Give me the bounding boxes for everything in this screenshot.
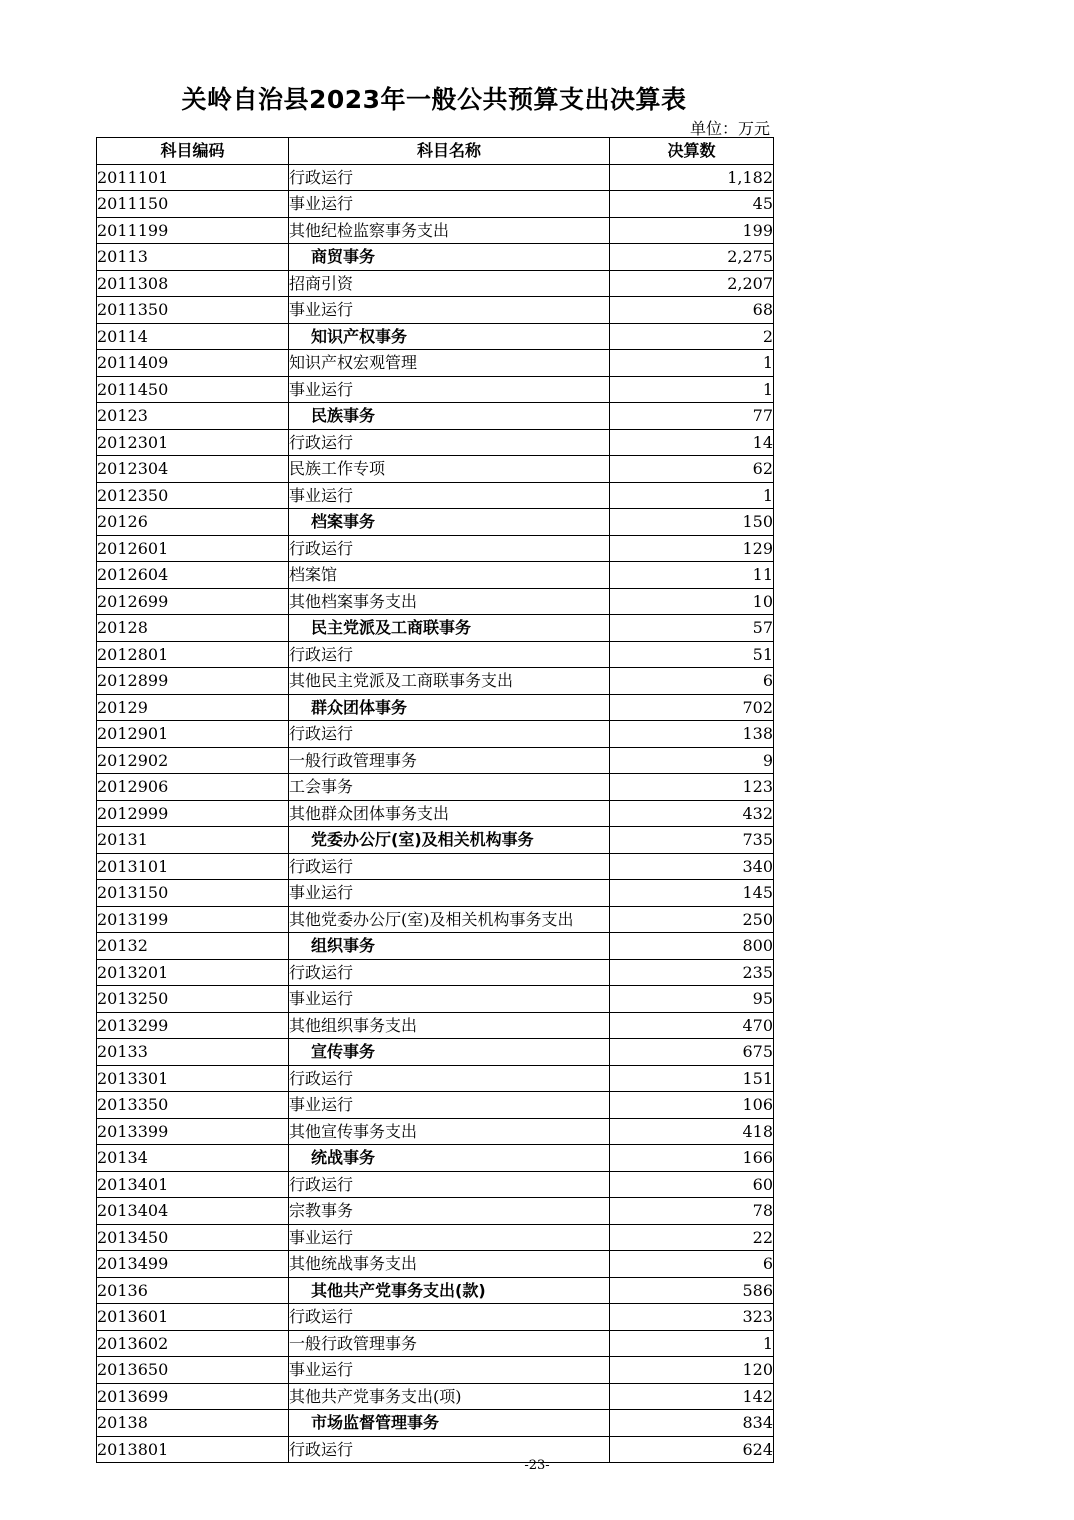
cell-amount: 624 [610, 1436, 774, 1463]
table-row [97, 244, 774, 271]
table-body [97, 164, 774, 1463]
table-row [97, 1330, 774, 1357]
cell-amount: 123 [610, 774, 774, 801]
cell-amount: 250 [610, 906, 774, 933]
table-row [97, 191, 774, 218]
cell-amount: 129 [610, 535, 774, 562]
table-row [97, 959, 774, 986]
cell-amount: 10 [610, 588, 774, 615]
cell-amount: 145 [610, 880, 774, 907]
table-row [97, 217, 774, 244]
cell-amount: 62 [610, 456, 774, 483]
cell-amount: 586 [610, 1277, 774, 1304]
cell-code: 2012699 [97, 588, 289, 615]
cell-amount: 78 [610, 1198, 774, 1225]
header-amount: 决算数 [610, 138, 774, 165]
cell-name: 其他纪检监察事务支出 [289, 217, 610, 244]
cell-amount: 166 [610, 1145, 774, 1172]
cell-code: 2012901 [97, 721, 289, 748]
cell-amount: 150 [610, 509, 774, 536]
cell-name: 事业运行 [289, 1224, 610, 1251]
table-row [97, 853, 774, 880]
cell-amount: 95 [610, 986, 774, 1013]
cell-amount: 199 [610, 217, 774, 244]
cell-name: 行政运行 [289, 853, 610, 880]
cell-amount: 1,182 [610, 164, 774, 191]
cell-code: 20133 [97, 1039, 289, 1066]
cell-name: 民主党派及工商联事务 [289, 615, 610, 642]
cell-name: 行政运行 [289, 1065, 610, 1092]
table-row [97, 456, 774, 483]
table-row [97, 588, 774, 615]
page-number: -23- [524, 1458, 550, 1473]
table-row [97, 164, 774, 191]
table-row [97, 1092, 774, 1119]
cell-name: 其他民主党派及工商联事务支出 [289, 668, 610, 695]
cell-name: 其他党委办公厅(室)及相关机构事务支出 [289, 906, 610, 933]
cell-name: 群众团体事务 [289, 694, 610, 721]
cell-code: 2013250 [97, 986, 289, 1013]
table-row [97, 562, 774, 589]
cell-code: 2012601 [97, 535, 289, 562]
table-row [97, 270, 774, 297]
cell-code: 2013801 [97, 1436, 289, 1463]
cell-amount: 834 [610, 1410, 774, 1437]
table-row [97, 535, 774, 562]
table-row [97, 1383, 774, 1410]
cell-amount: 1 [610, 1330, 774, 1357]
cell-code: 2011150 [97, 191, 289, 218]
cell-name: 事业运行 [289, 191, 610, 218]
cell-name: 事业运行 [289, 482, 610, 509]
cell-name: 其他共产党事务支出(项) [289, 1383, 610, 1410]
cell-code: 2012604 [97, 562, 289, 589]
cell-name: 知识产权宏观管理 [289, 350, 610, 377]
cell-amount: 60 [610, 1171, 774, 1198]
cell-amount: 138 [610, 721, 774, 748]
cell-code: 20131 [97, 827, 289, 854]
table-row [97, 1224, 774, 1251]
cell-amount: 340 [610, 853, 774, 880]
cell-amount: 418 [610, 1118, 774, 1145]
cell-name: 行政运行 [289, 721, 610, 748]
cell-code: 2013650 [97, 1357, 289, 1384]
header-code: 科目编码 [97, 138, 289, 165]
cell-name: 行政运行 [289, 429, 610, 456]
cell-code: 2013404 [97, 1198, 289, 1225]
cell-name: 市场监督管理事务 [289, 1410, 610, 1437]
table-row [97, 509, 774, 536]
cell-name: 宣传事务 [289, 1039, 610, 1066]
cell-code: 2012350 [97, 482, 289, 509]
cell-name: 事业运行 [289, 376, 610, 403]
table-row [97, 350, 774, 377]
table-row [97, 1410, 774, 1437]
cell-code: 2013350 [97, 1092, 289, 1119]
cell-amount: 2,207 [610, 270, 774, 297]
cell-name: 招商引资 [289, 270, 610, 297]
table-row [97, 641, 774, 668]
table-row [97, 323, 774, 350]
cell-name: 档案馆 [289, 562, 610, 589]
cell-code: 2011450 [97, 376, 289, 403]
cell-amount: 57 [610, 615, 774, 642]
budget-table [96, 137, 774, 1463]
table-row [97, 376, 774, 403]
cell-name: 知识产权事务 [289, 323, 610, 350]
table-row [97, 800, 774, 827]
cell-amount: 432 [610, 800, 774, 827]
cell-name: 事业运行 [289, 1092, 610, 1119]
cell-code: 2013150 [97, 880, 289, 907]
cell-code: 2013199 [97, 906, 289, 933]
cell-amount: 106 [610, 1092, 774, 1119]
page-title: 关岭自治县2023年一般公共预算支出决算表 [181, 85, 687, 114]
cell-name: 行政运行 [289, 1304, 610, 1331]
cell-code: 2013602 [97, 1330, 289, 1357]
cell-name: 党委办公厅(室)及相关机构事务 [289, 827, 610, 854]
cell-code: 20138 [97, 1410, 289, 1437]
table-row [97, 429, 774, 456]
table-row [97, 615, 774, 642]
cell-name: 行政运行 [289, 641, 610, 668]
table-row [97, 747, 774, 774]
table-row [97, 880, 774, 907]
cell-name: 事业运行 [289, 986, 610, 1013]
table-row [97, 1251, 774, 1278]
table-row [97, 1145, 774, 1172]
cell-code: 2012899 [97, 668, 289, 695]
table-row [97, 1012, 774, 1039]
cell-name: 宗教事务 [289, 1198, 610, 1225]
cell-code: 2013401 [97, 1171, 289, 1198]
cell-amount: 323 [610, 1304, 774, 1331]
cell-name: 民族事务 [289, 403, 610, 430]
cell-amount: 1 [610, 482, 774, 509]
cell-name: 工会事务 [289, 774, 610, 801]
header-name: 科目名称 [289, 138, 610, 165]
cell-code: 2012801 [97, 641, 289, 668]
table-row [97, 1065, 774, 1092]
table-row [97, 827, 774, 854]
cell-code: 20126 [97, 509, 289, 536]
table-row [97, 1357, 774, 1384]
cell-code: 2012906 [97, 774, 289, 801]
cell-code: 2012999 [97, 800, 289, 827]
cell-name: 事业运行 [289, 1357, 610, 1384]
cell-amount: 675 [610, 1039, 774, 1066]
cell-amount: 800 [610, 933, 774, 960]
table-row [97, 403, 774, 430]
cell-code: 2011350 [97, 297, 289, 324]
cell-amount: 6 [610, 668, 774, 695]
cell-amount: 11 [610, 562, 774, 589]
table-row [97, 1118, 774, 1145]
cell-name: 其他群众团体事务支出 [289, 800, 610, 827]
cell-code: 2012304 [97, 456, 289, 483]
cell-amount: 14 [610, 429, 774, 456]
cell-name: 统战事务 [289, 1145, 610, 1172]
cell-code: 2012301 [97, 429, 289, 456]
cell-amount: 68 [610, 297, 774, 324]
cell-amount: 735 [610, 827, 774, 854]
table-row [97, 482, 774, 509]
cell-code: 2011409 [97, 350, 289, 377]
cell-name: 民族工作专项 [289, 456, 610, 483]
cell-name: 事业运行 [289, 880, 610, 907]
cell-amount: 2,275 [610, 244, 774, 271]
table-row [97, 1304, 774, 1331]
cell-name: 事业运行 [289, 297, 610, 324]
table-row [97, 1171, 774, 1198]
table-header-row [97, 138, 774, 165]
cell-name: 一般行政管理事务 [289, 1330, 610, 1357]
cell-name: 其他共产党事务支出(款) [289, 1277, 610, 1304]
cell-code: 20136 [97, 1277, 289, 1304]
cell-code: 2013499 [97, 1251, 289, 1278]
cell-code: 2013450 [97, 1224, 289, 1251]
table-row [97, 933, 774, 960]
cell-amount: 22 [610, 1224, 774, 1251]
cell-name: 一般行政管理事务 [289, 747, 610, 774]
cell-code: 20113 [97, 244, 289, 271]
cell-code: 2013201 [97, 959, 289, 986]
cell-amount: 1 [610, 350, 774, 377]
cell-code: 20128 [97, 615, 289, 642]
table-row [97, 774, 774, 801]
table-row [97, 694, 774, 721]
cell-amount: 151 [610, 1065, 774, 1092]
cell-name: 行政运行 [289, 535, 610, 562]
cell-name: 档案事务 [289, 509, 610, 536]
cell-code: 2013101 [97, 853, 289, 880]
table-row [97, 1277, 774, 1304]
cell-amount: 142 [610, 1383, 774, 1410]
cell-amount: 77 [610, 403, 774, 430]
cell-code: 2013699 [97, 1383, 289, 1410]
cell-code: 2013399 [97, 1118, 289, 1145]
table-row [97, 668, 774, 695]
cell-code: 20129 [97, 694, 289, 721]
cell-amount: 702 [610, 694, 774, 721]
cell-amount: 235 [610, 959, 774, 986]
cell-amount: 120 [610, 1357, 774, 1384]
cell-name: 行政运行 [289, 1436, 610, 1463]
table-row [97, 297, 774, 324]
cell-amount: 6 [610, 1251, 774, 1278]
cell-amount: 470 [610, 1012, 774, 1039]
cell-name: 其他宣传事务支出 [289, 1118, 610, 1145]
cell-name: 行政运行 [289, 959, 610, 986]
cell-code: 20132 [97, 933, 289, 960]
table-row [97, 986, 774, 1013]
cell-amount: 45 [610, 191, 774, 218]
cell-code: 2013299 [97, 1012, 289, 1039]
cell-name: 其他统战事务支出 [289, 1251, 610, 1278]
unit-label: 单位：万元 [689, 119, 770, 138]
table-row [97, 1198, 774, 1225]
table-row [97, 721, 774, 748]
cell-code: 2011199 [97, 217, 289, 244]
cell-code: 20123 [97, 403, 289, 430]
cell-name: 行政运行 [289, 164, 610, 191]
cell-code: 2013301 [97, 1065, 289, 1092]
cell-amount: 2 [610, 323, 774, 350]
cell-name: 行政运行 [289, 1171, 610, 1198]
cell-name: 其他档案事务支出 [289, 588, 610, 615]
cell-amount: 51 [610, 641, 774, 668]
cell-code: 20114 [97, 323, 289, 350]
cell-code: 2011101 [97, 164, 289, 191]
cell-amount: 1 [610, 376, 774, 403]
cell-code: 20134 [97, 1145, 289, 1172]
cell-amount: 9 [610, 747, 774, 774]
cell-name: 商贸事务 [289, 244, 610, 271]
cell-code: 2012902 [97, 747, 289, 774]
cell-code: 2013601 [97, 1304, 289, 1331]
table-row [97, 906, 774, 933]
cell-name: 组织事务 [289, 933, 610, 960]
cell-code: 2011308 [97, 270, 289, 297]
cell-name: 其他组织事务支出 [289, 1012, 610, 1039]
table-row [97, 1039, 774, 1066]
